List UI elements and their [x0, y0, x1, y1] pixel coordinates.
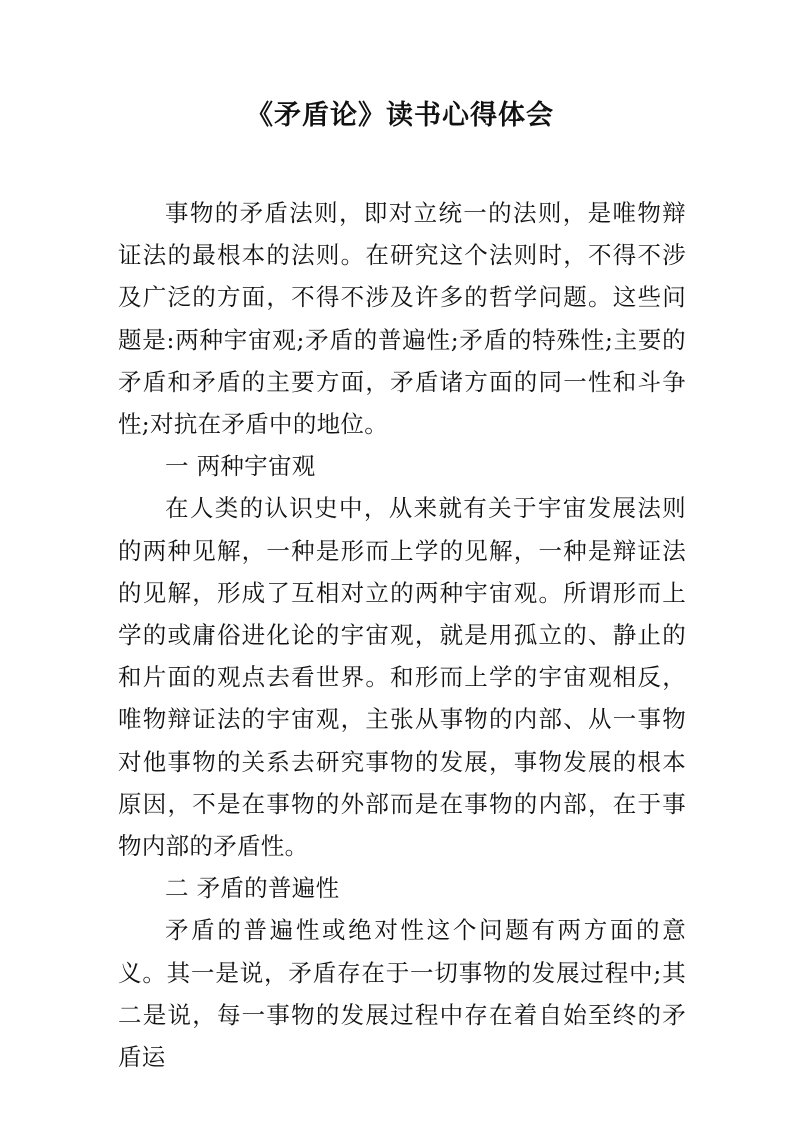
paragraph-two-worldviews: 在人类的认识史中，从来就有关于宇宙发展法则的两种见解，一种是形而上学的见解，一种是辩证法的见解，形成了互相对立的两种宇宙观。所谓形而上学的或庸俗进化论的宇宙观，就是用孤立的、静止的和片面的观点去看世界。和形而上学的宇宙观相反，唯物辩证法的宇宙观，主张从事物的内部、从一事物对他事物的关系去研究事物的发展，事物发展的根本原因，不是在事物的外部而是在事物的内部，在于事物内部的矛盾性。	[118, 494, 686, 861]
section-heading-2: 二 矛盾的普遍性	[165, 874, 340, 903]
paragraph-universality: 矛盾的普遍性或绝对性这个问题有两方面的意义。其一是说，矛盾存在于一切事物的发展过程中;其二是说，每一事物的发展过程中存在着自始至终的矛盾运	[118, 916, 686, 1072]
paragraph-intro: 事物的矛盾法则，即对立统一的法则，是唯物辩证法的最根本的法则。在研究这个法则时，不得不涉及广泛的方面，不得不涉及许多的哲学问题。这些问题是:两种宇宙观;矛盾的普遍性;矛盾的特殊性;主要的矛盾和矛盾的主要方面，矛盾诸方面的同一性和斗争性;对抗在矛盾中的地位。	[118, 199, 686, 439]
document-title: 《矛盾论》读书心得体会	[246, 100, 554, 131]
document-body	[118, 192, 686, 1078]
section-heading-1: 一 两种宇宙观	[165, 452, 316, 481]
